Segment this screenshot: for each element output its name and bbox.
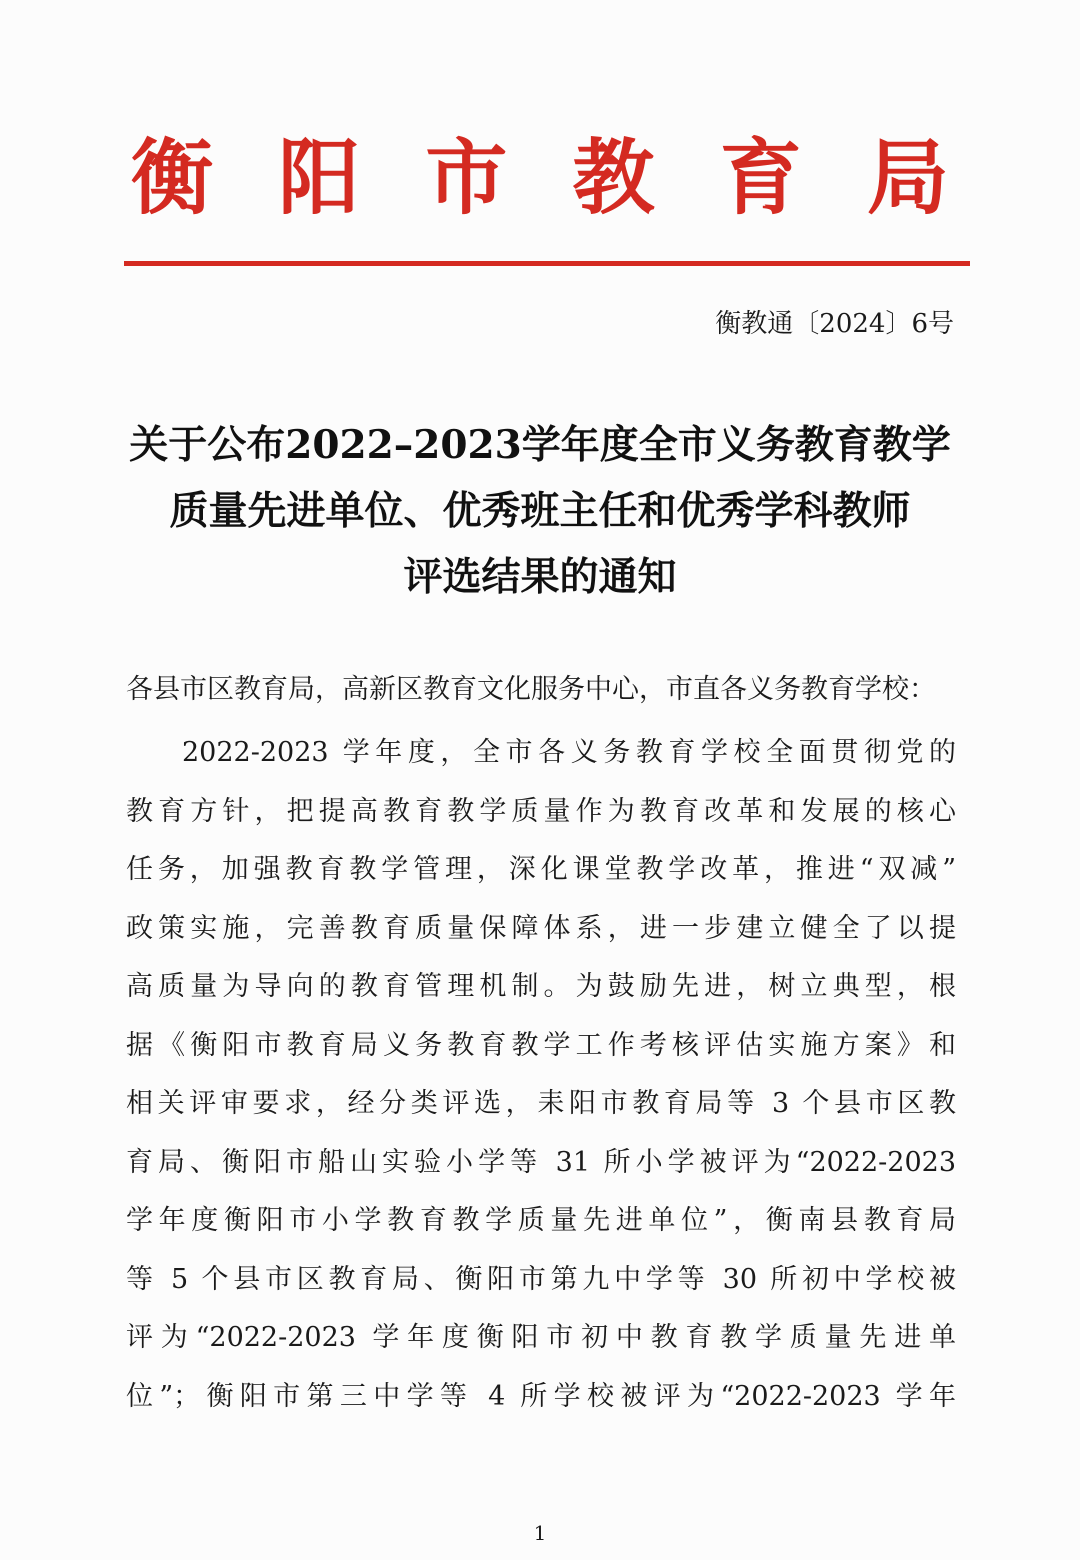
issuing-authority-header bbox=[124, 128, 956, 228]
page-number: 1 bbox=[533, 1521, 547, 1545]
notice-title bbox=[100, 412, 980, 610]
body-line: 育局、衡阳市船山实验小学等 31 所小学被评为“2022-2023 bbox=[126, 1146, 956, 1178]
body-line: 教育方针，把提高教育教学质量作为教育改革和发展的核心 bbox=[126, 795, 956, 827]
body-line: 评为“2022-2023 学年度衡阳市初中教育教学质量先进单 bbox=[126, 1322, 956, 1353]
header-char: 教 bbox=[572, 130, 655, 226]
body-line: 等 5 个县市区教育局、衡阳市第九中学等 30 所初中学校被 bbox=[126, 1263, 956, 1295]
body-line: 位”；衡阳市第三中学等 4 所学校被评为“2022-2023 学年 bbox=[126, 1380, 956, 1412]
document-number: 衡教通〔2024〕6号 bbox=[715, 309, 954, 339]
header-char: 阳 bbox=[278, 130, 361, 226]
notice-title-line: 评选结果的通知 bbox=[403, 554, 677, 600]
notice-title-line: 质量先进单位、优秀班主任和优秀学科教师 bbox=[169, 488, 911, 534]
notice-title-line: 关于公布2022–2023学年度全市义务教育教学 bbox=[129, 422, 951, 468]
header-char: 育 bbox=[719, 130, 802, 226]
header-char: 衡 bbox=[130, 130, 213, 226]
body-line: 相关评审要求，经分类评选，耒阳市教育局等 3 个县市区教 bbox=[126, 1088, 956, 1119]
body-line: 2022-2023 学年度，全市各义务教育学校全面贯彻党的 bbox=[182, 737, 956, 768]
body-line: 任务，加强教育教学管理，深化课堂教学改革，推进“双减” bbox=[126, 854, 956, 885]
body-line: 高质量为导向的教育管理机制。为鼓励先进，树立典型，根 bbox=[126, 971, 956, 1002]
body-line: 据《衡阳市教育局义务教育教学工作考核评估实施方案》和 bbox=[126, 1029, 956, 1061]
body-paragraph bbox=[126, 724, 956, 1426]
red-header-divider bbox=[124, 261, 970, 266]
body-line: 学年度衡阳市小学教育教学质量先进单位”，衡南县教育局 bbox=[126, 1205, 956, 1236]
addressee-line: 各县市区教育局，高新区教育文化服务中心，市直各义务教育学校： bbox=[126, 674, 936, 705]
body-line: 政策实施，完善教育质量保障体系，进一步建立健全了以提 bbox=[126, 912, 956, 944]
header-char: 市 bbox=[425, 130, 508, 226]
header-char: 局 bbox=[866, 130, 949, 226]
